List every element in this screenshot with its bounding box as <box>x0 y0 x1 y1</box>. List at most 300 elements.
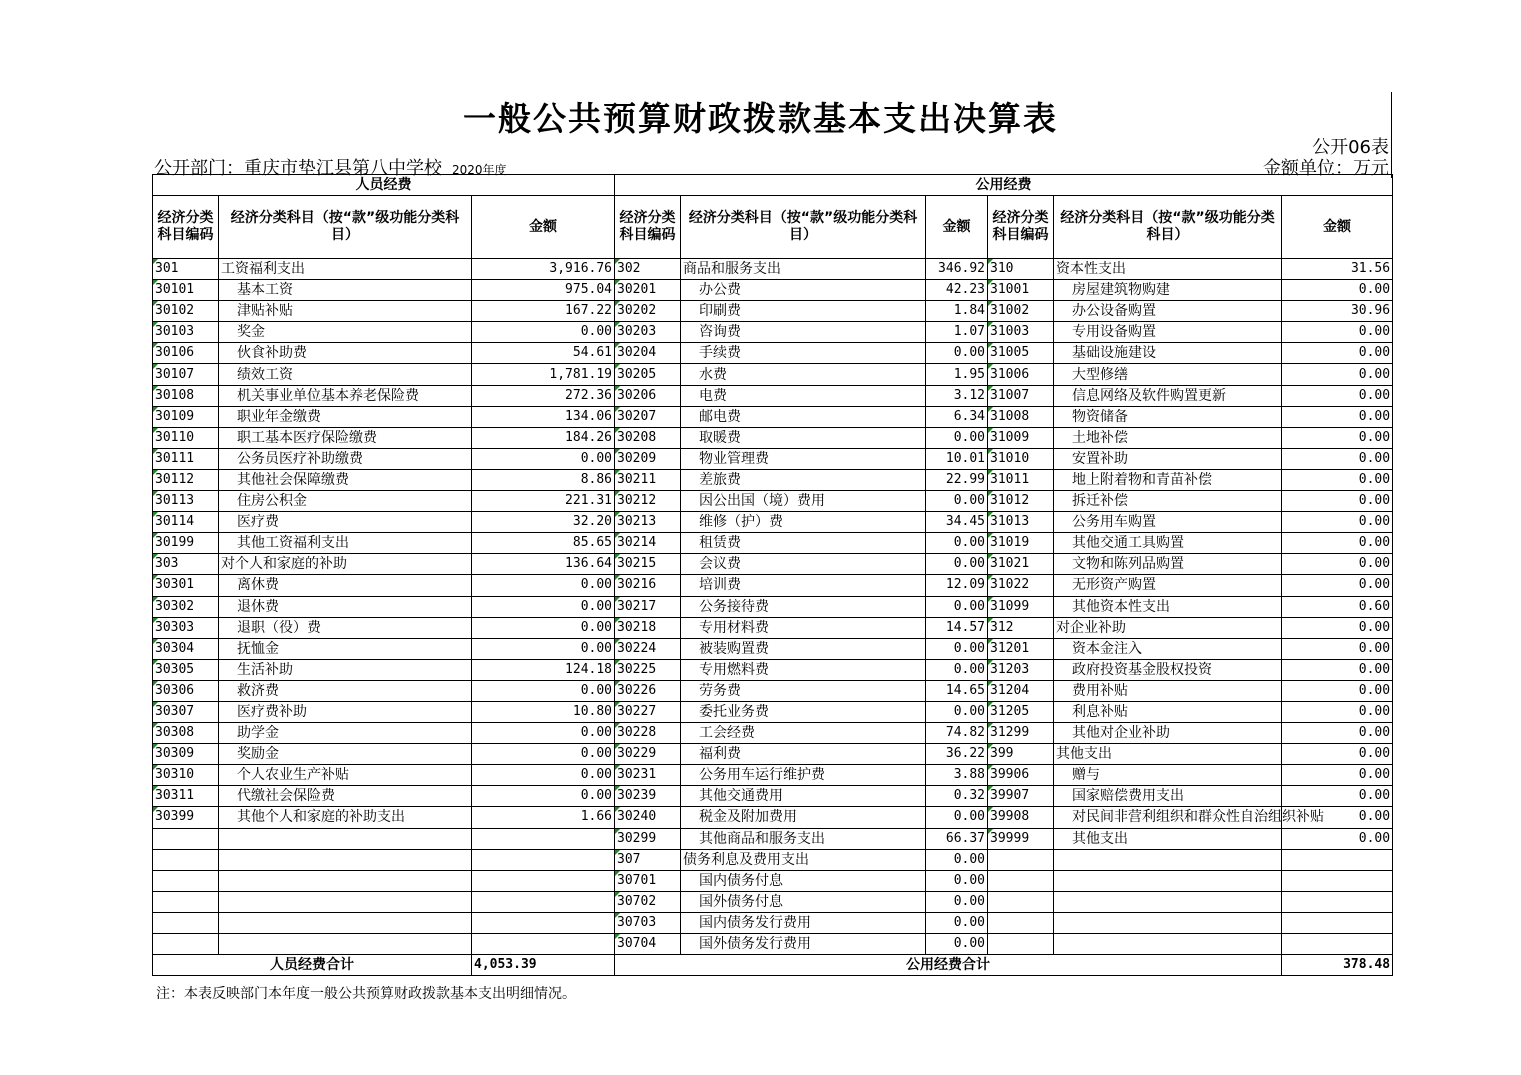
table-row <box>153 870 1393 891</box>
personnel-name-cell: 生活补助 <box>219 659 472 680</box>
public-a-name-cell: 邮电费 <box>681 406 926 427</box>
public-a-name-cell: 培训费 <box>681 575 926 596</box>
personnel-code-cell: 30305 <box>153 659 219 680</box>
personnel-code-cell <box>153 934 219 955</box>
public-a-code-cell: 30228 <box>615 723 681 744</box>
public-b-name-cell: 费用补贴 <box>1054 680 1282 701</box>
table-row <box>153 786 1393 807</box>
public-b-amount-cell: 0.00 <box>1282 343 1393 364</box>
table-row <box>153 512 1393 533</box>
public-a-name-cell: 税金及附加费用 <box>681 807 926 828</box>
table-row <box>153 934 1393 955</box>
public-b-amount-cell: 0.00 <box>1282 406 1393 427</box>
personnel-name-cell: 对个人和家庭的补助 <box>219 554 472 575</box>
public-a-amount-cell: 346.92 <box>926 259 988 280</box>
public-b-name-cell: 专用设备购置 <box>1054 322 1282 343</box>
personnel-amount-cell: 3,916.76 <box>472 259 615 280</box>
public-a-code-cell: 30215 <box>615 554 681 575</box>
public-b-name-cell: 其他对企业补助 <box>1054 723 1282 744</box>
header-amount: 金额 <box>926 196 988 259</box>
public-b-name-cell: 文物和陈列品购置 <box>1054 554 1282 575</box>
public-a-name-cell: 其他商品和服务支出 <box>681 828 926 849</box>
personnel-name-cell: 其他工资福利支出 <box>219 533 472 554</box>
personnel-amount-cell: 221.31 <box>472 491 615 512</box>
personnel-amount-cell: 0.00 <box>472 723 615 744</box>
public-a-code-cell: 30203 <box>615 322 681 343</box>
total-personnel-label: 人员经费合计 <box>153 955 472 976</box>
header-code: 经济分类科目编码 <box>153 196 219 259</box>
department-name: 公开部门：重庆市垫江县第八中学校 <box>154 158 442 179</box>
table-row <box>153 533 1393 554</box>
personnel-code-cell: 30111 <box>153 448 219 469</box>
public-a-code-cell: 30299 <box>615 828 681 849</box>
public-a-code-cell: 30226 <box>615 680 681 701</box>
public-b-amount-cell: 0.00 <box>1282 723 1393 744</box>
personnel-amount-cell: 0.00 <box>472 765 615 786</box>
personnel-name-cell: 抚恤金 <box>219 638 472 659</box>
public-b-amount-cell: 0.60 <box>1282 596 1393 617</box>
public-b-amount-cell: 0.00 <box>1282 617 1393 638</box>
public-b-code-cell: 31204 <box>988 680 1054 701</box>
public-a-amount-cell: 0.00 <box>926 891 988 912</box>
personnel-code-cell <box>153 828 219 849</box>
public-a-code-cell: 30239 <box>615 786 681 807</box>
table-number: 公开06表 <box>1312 137 1389 158</box>
public-b-name-cell <box>1054 891 1282 912</box>
personnel-name-cell: 伙食补助费 <box>219 343 472 364</box>
personnel-amount-cell: 32.20 <box>472 512 615 533</box>
public-b-code-cell: 31005 <box>988 343 1054 364</box>
expenditure-table <box>152 174 1393 976</box>
table-row <box>153 680 1393 701</box>
public-b-code-cell: 39906 <box>988 765 1054 786</box>
public-b-code-cell: 31299 <box>988 723 1054 744</box>
table-row <box>153 280 1393 301</box>
table-row <box>153 807 1393 828</box>
public-a-amount-cell: 1.84 <box>926 301 988 322</box>
public-a-amount-cell: 0.00 <box>926 849 988 870</box>
public-a-name-cell: 办公费 <box>681 280 926 301</box>
personnel-code-cell: 30106 <box>153 343 219 364</box>
table-row <box>153 385 1393 406</box>
public-b-amount-cell: 0.00 <box>1282 385 1393 406</box>
personnel-name-cell <box>219 891 472 912</box>
table-row <box>153 554 1393 575</box>
personnel-code-cell: 30306 <box>153 680 219 701</box>
table-row <box>153 448 1393 469</box>
public-b-code-cell: 31003 <box>988 322 1054 343</box>
table-row <box>153 301 1393 322</box>
public-b-code-cell: 399 <box>988 744 1054 765</box>
public-a-amount-cell: 0.00 <box>926 596 988 617</box>
personnel-amount-cell <box>472 912 615 933</box>
public-a-code-cell: 30224 <box>615 638 681 659</box>
public-b-name-cell: 资本性支出 <box>1054 259 1282 280</box>
personnel-amount-cell <box>472 828 615 849</box>
public-a-name-cell: 工会经费 <box>681 723 926 744</box>
personnel-code-cell: 30110 <box>153 427 219 448</box>
public-b-name-cell: 其他支出 <box>1054 744 1282 765</box>
personnel-amount-cell: 0.00 <box>472 322 615 343</box>
public-a-name-cell: 专用材料费 <box>681 617 926 638</box>
public-a-amount-cell: 3.12 <box>926 385 988 406</box>
personnel-code-cell: 30101 <box>153 280 219 301</box>
table-row <box>153 828 1393 849</box>
public-a-amount-cell: 1.07 <box>926 322 988 343</box>
public-a-name-cell: 取暖费 <box>681 427 926 448</box>
public-b-code-cell: 31012 <box>988 491 1054 512</box>
public-a-code-cell: 30216 <box>615 575 681 596</box>
personnel-code-cell: 30301 <box>153 575 219 596</box>
public-b-code-cell: 31002 <box>988 301 1054 322</box>
public-b-amount-cell <box>1282 891 1393 912</box>
personnel-name-cell: 机关事业单位基本养老保险费 <box>219 385 472 406</box>
personnel-code-cell: 30114 <box>153 512 219 533</box>
personnel-code-cell: 30302 <box>153 596 219 617</box>
public-a-amount-cell: 0.00 <box>926 701 988 722</box>
personnel-amount-cell: 0.00 <box>472 638 615 659</box>
personnel-code-cell: 30307 <box>153 701 219 722</box>
personnel-name-cell <box>219 849 472 870</box>
public-b-amount-cell: 31.56 <box>1282 259 1393 280</box>
public-a-code-cell: 30213 <box>615 512 681 533</box>
public-a-amount-cell: 42.23 <box>926 280 988 301</box>
public-b-code-cell: 31006 <box>988 364 1054 385</box>
public-a-code-cell: 30202 <box>615 301 681 322</box>
personnel-name-cell: 其他社会保障缴费 <box>219 469 472 490</box>
personnel-amount-cell: 1,781.19 <box>472 364 615 385</box>
public-b-amount-cell <box>1282 870 1393 891</box>
public-a-code-cell: 30227 <box>615 701 681 722</box>
personnel-name-cell: 退休费 <box>219 596 472 617</box>
public-a-code-cell: 30231 <box>615 765 681 786</box>
personnel-amount-cell: 134.06 <box>472 406 615 427</box>
public-b-code-cell: 31019 <box>988 533 1054 554</box>
public-b-name-cell: 物资储备 <box>1054 406 1282 427</box>
personnel-name-cell <box>219 934 472 955</box>
public-b-name-cell: 土地补偿 <box>1054 427 1282 448</box>
public-a-code-cell: 307 <box>615 849 681 870</box>
total-public-amount: 378.48 <box>1282 955 1393 976</box>
public-a-amount-cell: 74.82 <box>926 723 988 744</box>
public-a-name-cell: 手续费 <box>681 343 926 364</box>
public-b-code-cell: 31099 <box>988 596 1054 617</box>
public-b-name-cell: 其他支出 <box>1054 828 1282 849</box>
table-row <box>153 765 1393 786</box>
header-code: 经济分类科目编码 <box>615 196 681 259</box>
personnel-name-cell: 救济费 <box>219 680 472 701</box>
totals-row <box>153 955 1393 976</box>
public-b-name-cell: 大型修缮 <box>1054 364 1282 385</box>
table-row <box>153 427 1393 448</box>
public-a-code-cell: 30201 <box>615 280 681 301</box>
public-a-code-cell: 30217 <box>615 596 681 617</box>
table-row <box>153 617 1393 638</box>
public-b-amount-cell: 0.00 <box>1282 638 1393 659</box>
table-row <box>153 491 1393 512</box>
personnel-name-cell: 离休费 <box>219 575 472 596</box>
header-amount: 金额 <box>1282 196 1393 259</box>
public-a-amount-cell: 0.00 <box>926 554 988 575</box>
personnel-amount-cell: 136.64 <box>472 554 615 575</box>
table-row <box>153 891 1393 912</box>
public-b-name-cell: 公务用车购置 <box>1054 512 1282 533</box>
table-row <box>153 575 1393 596</box>
public-a-code-cell: 30212 <box>615 491 681 512</box>
personnel-amount-cell <box>472 870 615 891</box>
public-a-name-cell: 国外债务发行费用 <box>681 934 926 955</box>
public-a-code-cell: 30701 <box>615 870 681 891</box>
personnel-amount-cell: 0.00 <box>472 448 615 469</box>
public-a-code-cell: 30229 <box>615 744 681 765</box>
public-b-code-cell: 31201 <box>988 638 1054 659</box>
public-b-name-cell: 无形资产购置 <box>1054 575 1282 596</box>
public-b-name-cell: 安置补助 <box>1054 448 1282 469</box>
public-b-name-cell: 其他交通工具购置 <box>1054 533 1282 554</box>
public-b-code-cell: 31013 <box>988 512 1054 533</box>
personnel-name-cell: 个人农业生产补贴 <box>219 765 472 786</box>
public-a-code-cell: 30240 <box>615 807 681 828</box>
public-b-name-cell <box>1054 912 1282 933</box>
public-a-code-cell: 30704 <box>615 934 681 955</box>
public-b-amount-cell: 0.00 <box>1282 575 1393 596</box>
public-b-amount-cell: 0.00 <box>1282 828 1393 849</box>
public-b-amount-cell <box>1282 912 1393 933</box>
personnel-name-cell: 医疗费 <box>219 512 472 533</box>
table-row <box>153 744 1393 765</box>
amount-unit: 金额单位：万元 <box>1263 158 1389 179</box>
personnel-amount-cell: 0.00 <box>472 596 615 617</box>
public-b-code-cell: 31205 <box>988 701 1054 722</box>
public-a-code-cell: 302 <box>615 259 681 280</box>
public-a-name-cell: 福利费 <box>681 744 926 765</box>
personnel-amount-cell: 184.26 <box>472 427 615 448</box>
personnel-name-cell: 工资福利支出 <box>219 259 472 280</box>
public-a-name-cell: 会议费 <box>681 554 926 575</box>
personnel-name-cell: 住房公积金 <box>219 491 472 512</box>
public-b-code-cell: 31007 <box>988 385 1054 406</box>
public-a-name-cell: 维修（护）费 <box>681 512 926 533</box>
personnel-amount-cell: 167.22 <box>472 301 615 322</box>
personnel-name-cell: 职工基本医疗保险缴费 <box>219 427 472 448</box>
footnote: 注：本表反映部门本年度一般公共预算财政拨款基本支出明细情况。 <box>156 986 576 1002</box>
public-b-code-cell: 31022 <box>988 575 1054 596</box>
personnel-amount-cell <box>472 934 615 955</box>
personnel-name-cell: 其他个人和家庭的补助支出 <box>219 807 472 828</box>
public-a-code-cell: 30211 <box>615 469 681 490</box>
header-amount: 金额 <box>472 196 615 259</box>
public-b-code-cell: 39907 <box>988 786 1054 807</box>
public-b-amount-cell: 0.00 <box>1282 765 1393 786</box>
public-a-amount-cell: 34.45 <box>926 512 988 533</box>
public-a-amount-cell: 36.22 <box>926 744 988 765</box>
public-b-amount-cell: 0.00 <box>1282 364 1393 385</box>
personnel-name-cell: 助学金 <box>219 723 472 744</box>
public-b-name-cell <box>1054 934 1282 955</box>
public-b-amount-cell: 0.00 <box>1282 427 1393 448</box>
table-row <box>153 596 1393 617</box>
public-a-name-cell: 国外债务付息 <box>681 891 926 912</box>
public-a-name-cell: 商品和服务支出 <box>681 259 926 280</box>
personnel-name-cell: 医疗费补助 <box>219 701 472 722</box>
header-name: 经济分类科目（按“款”级功能分类科目） <box>681 196 926 259</box>
total-public-label: 公用经费合计 <box>615 955 1282 976</box>
fiscal-year: 2020年度 <box>452 163 507 177</box>
personnel-name-cell: 基本工资 <box>219 280 472 301</box>
personnel-code-cell: 30107 <box>153 364 219 385</box>
personnel-code-cell: 30112 <box>153 469 219 490</box>
public-a-name-cell: 公务接待费 <box>681 596 926 617</box>
public-a-amount-cell: 0.00 <box>926 912 988 933</box>
personnel-name-cell: 代缴社会保险费 <box>219 786 472 807</box>
public-a-amount-cell: 0.00 <box>926 638 988 659</box>
public-a-amount-cell: 0.00 <box>926 870 988 891</box>
personnel-amount-cell: 0.00 <box>472 744 615 765</box>
public-a-name-cell: 水费 <box>681 364 926 385</box>
public-b-amount-cell <box>1282 934 1393 955</box>
public-b-name-cell: 办公设备购置 <box>1054 301 1282 322</box>
personnel-code-cell <box>153 849 219 870</box>
personnel-name-cell: 绩效工资 <box>219 364 472 385</box>
personnel-amount-cell: 0.00 <box>472 617 615 638</box>
public-b-amount-cell: 30.96 <box>1282 301 1393 322</box>
public-b-code-cell: 310 <box>988 259 1054 280</box>
public-a-code-cell: 30225 <box>615 659 681 680</box>
table-row <box>153 849 1393 870</box>
personnel-code-cell: 30304 <box>153 638 219 659</box>
public-a-code-cell: 30703 <box>615 912 681 933</box>
personnel-amount-cell: 54.61 <box>472 343 615 364</box>
personnel-amount-cell: 0.00 <box>472 680 615 701</box>
public-a-amount-cell: 10.01 <box>926 448 988 469</box>
public-a-name-cell: 国内债务付息 <box>681 870 926 891</box>
table-row <box>153 723 1393 744</box>
public-b-amount-cell: 0.00 <box>1282 448 1393 469</box>
personnel-code-cell <box>153 912 219 933</box>
header-name: 经济分类科目（按“款”级功能分类科目） <box>219 196 472 259</box>
public-a-name-cell: 租赁费 <box>681 533 926 554</box>
personnel-code-cell: 30103 <box>153 322 219 343</box>
personnel-code-cell: 301 <box>153 259 219 280</box>
public-a-amount-cell: 0.00 <box>926 491 988 512</box>
personnel-amount-cell: 975.04 <box>472 280 615 301</box>
personnel-name-cell: 退职（役）费 <box>219 617 472 638</box>
public-a-amount-cell: 0.00 <box>926 427 988 448</box>
personnel-amount-cell: 8.86 <box>472 469 615 490</box>
public-a-name-cell: 印刷费 <box>681 301 926 322</box>
public-b-code-cell <box>988 849 1054 870</box>
personnel-code-cell: 30109 <box>153 406 219 427</box>
personnel-name-cell: 奖金 <box>219 322 472 343</box>
public-b-code-cell: 31009 <box>988 427 1054 448</box>
section-personnel: 人员经费 <box>153 175 615 196</box>
public-a-amount-cell: 0.00 <box>926 807 988 828</box>
personnel-code-cell: 30310 <box>153 765 219 786</box>
public-b-name-cell: 赠与 <box>1054 765 1282 786</box>
table-row <box>153 406 1393 427</box>
public-a-name-cell: 委托业务费 <box>681 701 926 722</box>
personnel-name-cell <box>219 912 472 933</box>
public-b-code-cell: 31010 <box>988 448 1054 469</box>
public-a-amount-cell: 1.95 <box>926 364 988 385</box>
personnel-code-cell: 30303 <box>153 617 219 638</box>
header-code: 经济分类科目编码 <box>988 196 1054 259</box>
public-b-code-cell <box>988 912 1054 933</box>
public-a-name-cell: 劳务费 <box>681 680 926 701</box>
table-row <box>153 701 1393 722</box>
public-b-amount-cell: 0.00 <box>1282 280 1393 301</box>
public-b-amount-cell: 0.00 <box>1282 554 1393 575</box>
public-b-name-cell <box>1054 870 1282 891</box>
personnel-amount-cell: 0.00 <box>472 575 615 596</box>
personnel-name-cell: 津贴补贴 <box>219 301 472 322</box>
personnel-code-cell: 30199 <box>153 533 219 554</box>
personnel-amount-cell: 124.18 <box>472 659 615 680</box>
personnel-amount-cell: 272.36 <box>472 385 615 406</box>
public-a-name-cell: 债务利息及费用支出 <box>681 849 926 870</box>
public-b-amount-cell: 0.00 <box>1282 807 1393 828</box>
personnel-code-cell: 30102 <box>153 301 219 322</box>
public-b-code-cell: 31001 <box>988 280 1054 301</box>
public-a-amount-cell: 22.99 <box>926 469 988 490</box>
personnel-code-cell: 303 <box>153 554 219 575</box>
personnel-code-cell: 30399 <box>153 807 219 828</box>
public-b-amount-cell: 0.00 <box>1282 659 1393 680</box>
public-b-amount-cell: 0.00 <box>1282 701 1393 722</box>
public-b-name-cell: 地上附着物和青苗补偿 <box>1054 469 1282 490</box>
public-b-amount-cell: 0.00 <box>1282 533 1393 554</box>
public-a-amount-cell: 0.00 <box>926 533 988 554</box>
personnel-code-cell: 30308 <box>153 723 219 744</box>
personnel-name-cell: 奖励金 <box>219 744 472 765</box>
public-a-code-cell: 30702 <box>615 891 681 912</box>
public-b-code-cell <box>988 891 1054 912</box>
public-b-amount-cell: 0.00 <box>1282 491 1393 512</box>
public-a-code-cell: 30206 <box>615 385 681 406</box>
public-b-code-cell: 31203 <box>988 659 1054 680</box>
public-a-name-cell: 其他交通费用 <box>681 786 926 807</box>
public-a-amount-cell: 0.00 <box>926 659 988 680</box>
table-row <box>153 322 1393 343</box>
public-a-code-cell: 30218 <box>615 617 681 638</box>
personnel-name-cell <box>219 870 472 891</box>
public-a-amount-cell: 14.57 <box>926 617 988 638</box>
personnel-amount-cell: 0.00 <box>472 786 615 807</box>
personnel-code-cell: 30311 <box>153 786 219 807</box>
public-a-amount-cell: 0.00 <box>926 343 988 364</box>
public-a-name-cell: 因公出国（境）费用 <box>681 491 926 512</box>
public-b-name-cell <box>1054 849 1282 870</box>
public-a-amount-cell: 12.09 <box>926 575 988 596</box>
header-name: 经济分类科目（按“款”级功能分类科目） <box>1054 196 1282 259</box>
public-b-amount-cell: 0.00 <box>1282 744 1393 765</box>
personnel-amount-cell: 10.80 <box>472 701 615 722</box>
personnel-code-cell: 30108 <box>153 385 219 406</box>
public-b-name-cell: 利息补贴 <box>1054 701 1282 722</box>
personnel-code-cell <box>153 891 219 912</box>
public-a-code-cell: 30207 <box>615 406 681 427</box>
personnel-amount-cell: 1.66 <box>472 807 615 828</box>
public-b-amount-cell: 0.00 <box>1282 469 1393 490</box>
public-b-name-cell: 房屋建筑物购建 <box>1054 280 1282 301</box>
total-personnel-amount: 4,053.39 <box>472 955 615 976</box>
public-a-code-cell: 30204 <box>615 343 681 364</box>
public-a-code-cell: 30209 <box>615 448 681 469</box>
section-public: 公用经费 <box>615 175 1393 196</box>
public-a-amount-cell: 0.00 <box>926 934 988 955</box>
public-b-name-cell: 对民间非营利组织和群众性自治组织补贴 <box>1054 807 1282 828</box>
public-b-name-cell: 对企业补助 <box>1054 617 1282 638</box>
